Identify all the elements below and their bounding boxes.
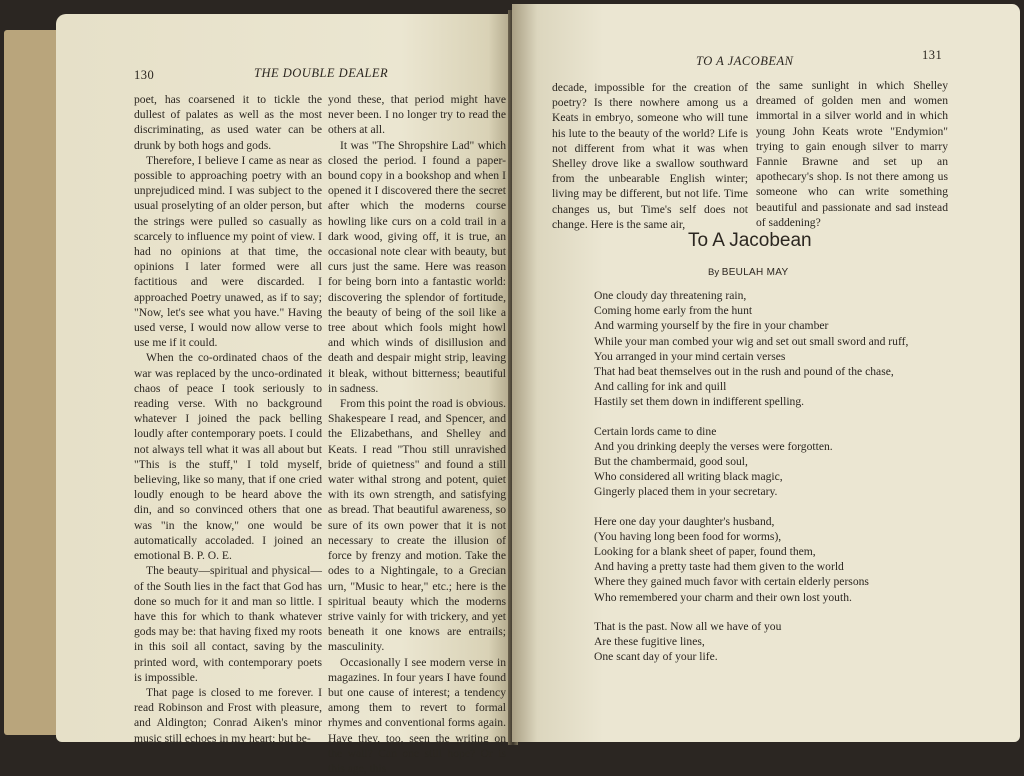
poem-line: Who considered all writing black magic, xyxy=(594,470,783,484)
text-column-2 xyxy=(328,92,506,776)
paragraph: yond these, that period might have never been. I no longer try to read the others at all. xyxy=(328,93,506,137)
poem-line: Where they gained much favor with certain elderly persons xyxy=(594,575,869,589)
text-column-2 xyxy=(756,78,948,230)
running-head: THE DOUBLE DEALER xyxy=(254,66,389,80)
byline-prefix: By xyxy=(708,267,720,278)
poem-line: And you drinking deeply the verses were forgotten. xyxy=(594,439,833,453)
poem-stanza xyxy=(594,514,994,605)
right-page xyxy=(512,4,1020,742)
paragraph: When the co-ordinated chaos of the war was replaced by the unco-ordinated chaos of peace I took seriously to reading verse. With no background whatever I joined the pack belling loudly after contemporary poets. I could not always tell what it was all about but "This is the stuff," I told myself, believing, like so many, that if one cried loudly enough to be heard above the din, and so convinced others that one was "in the know," one would be automatically accoladed. I joined an emotional B. P. O. E. xyxy=(134,351,322,563)
poem-stanza xyxy=(594,424,994,500)
paragraph: Therefore, I believe I came as near as possible to approaching poetry with an unprejudiced mind. I was subject to the usual proselyting of an older person, but the strings were pulled so casually as scarcely to influence my point of view. I had no opinions at that time, the opinions I later formed were all factitious and were discarded. I approached Poetry unawed, as if to say; "Now, let's see what you have." Having used verse, I would now allow verse to use me if it could. xyxy=(134,153,322,350)
poem-line: Here one day your daughter's husband, xyxy=(594,514,775,528)
book-cover-edge xyxy=(4,30,64,735)
poem-line: While your man combed your wig and set out small sword and ruff, xyxy=(594,334,909,348)
poem-line: And calling for ink and quill xyxy=(594,380,727,394)
poem-line: But the chambermaid, good soul, xyxy=(594,455,748,469)
paragraph: poet, has coarsened it to tickle the dullest of palates as well as the most discriminating, as used water can be drunk by both hogs and gods. xyxy=(134,93,322,152)
poem-line: Gingerly placed them in your secretary. xyxy=(594,485,778,499)
poem-line: One cloudy day threatening rain, xyxy=(594,289,747,302)
poem-line: That had beat themselves out in the rush and pound of the chase, xyxy=(594,365,894,379)
paragraph: The beauty—spiritual and physical—of the South lies in the fact that God has done so much for it and man so little. I have this for which to thank whatever gods may be: that having fixed my roots in this soil all contact, saving by the printed word, with contemporary poets is impossible. xyxy=(134,564,322,684)
poem-line: Are these fugitive lines, xyxy=(594,635,705,649)
paragraph: Occasionally I see modern verse in magazines. In four years I have found but one cause of interest; a tendency among them to revert to formal rhymes and conventional forms again. Have they, too, seen the writing on the wall? Can one still hope? Or is this age, this xyxy=(328,655,506,775)
poem-line: Who remembered your charm and their own lost youth. xyxy=(594,590,852,604)
poem-author: BEULAH MAY xyxy=(721,267,789,278)
paragraph: That page is closed to me forever. I read Robinson and Frost with pleasure, and Aldington; Conrad Aiken's minor music still echoes in my heart; but be- xyxy=(134,685,322,745)
poem-line: That is the past. Now all we have of you xyxy=(594,619,782,633)
paragraph: It was "The Shropshire Lad" which closed the period. I found a paper-bound copy in a bookshop and when I opened it I discovered there the secret after which the moderns course howling like curs on a cold trail in a dark wood, giving off, it is true, an occasional note clear with beauty, but curs just the same. Here was reason for being born into a fantastic world: discovering the splendor of fortitude, the beauty of being of the soil like a tree about which fools might howl and which winds of disillusion and death and despair might strip, leaving it bleak, without bitterness; beautiful in sadness. xyxy=(328,138,506,395)
poem-line: One scant day of your life. xyxy=(594,650,718,664)
paragraph: From this point the road is obvious. Shakespeare I read, and Spencer, and the Elizabethans, and Shelley and Keats. I read "Thou still unravished bride of quietness" and found a still water withal strong and potent, quiet with its own strength, and satisfying as bread. That beautiful awareness, so sure of its own power that it is not necessary to create the illusion of force by frenzy and motion. Take the odes to a Nightingale, to a Grecian urn, "Music to hear," etc.; here is the spiritual beauty which the moderns strive vainly for with trickery, and yet beneath it one knows are entrails; masculinity. xyxy=(328,397,506,654)
poem-line: And warming yourself by the fire in your chamber xyxy=(594,319,829,333)
poem-line: Looking for a blank sheet of paper, found them, xyxy=(594,545,816,559)
poem-body xyxy=(594,288,994,678)
poem-title: To A Jacobean xyxy=(688,230,812,251)
page-number: 130 xyxy=(134,68,155,82)
running-head: TO A JACOBEAN xyxy=(696,54,794,68)
text-column-1 xyxy=(552,80,748,232)
poem-byline xyxy=(708,267,788,278)
poem-line: Coming home early from the hunt xyxy=(594,304,753,318)
poem-line: Certain lords came to dine xyxy=(594,424,717,438)
poem-line: And having a pretty taste had them given to the world xyxy=(594,560,844,574)
paragraph: decade, impossible for the creation of poetry? Is there nowhere among us a Keats in embryo, someone who will tune his lute to the beauty of the world? Life is not different from what it was when Shelley drove like a swallow southward from the unbearable English winter; living may be different, but not life. Time changes us, but Time's self does not change. Here is the same air, xyxy=(552,81,748,231)
paragraph: the same sunlight in which Shelley dreamed of golden men and women immortal in a silver world and in which young John Keats wrote "Endymion" trying to gain enough silver to marry Fannie Brawne and set up an apothecary's shop. Is not there among us someone who can write something beautiful and passionate and sad instead of saddening? xyxy=(756,79,948,229)
poem-stanza xyxy=(594,288,994,410)
poem-line: You arranged in your mind certain verses xyxy=(594,349,786,363)
text-column-1 xyxy=(134,92,322,746)
poem-line: Hastily set them down in indifferent spelling. xyxy=(594,395,805,409)
page-number: 131 xyxy=(922,48,943,62)
poem-stanza xyxy=(594,619,994,665)
poem-line: (You having long been food for worms), xyxy=(594,529,782,543)
left-page xyxy=(56,14,516,775)
